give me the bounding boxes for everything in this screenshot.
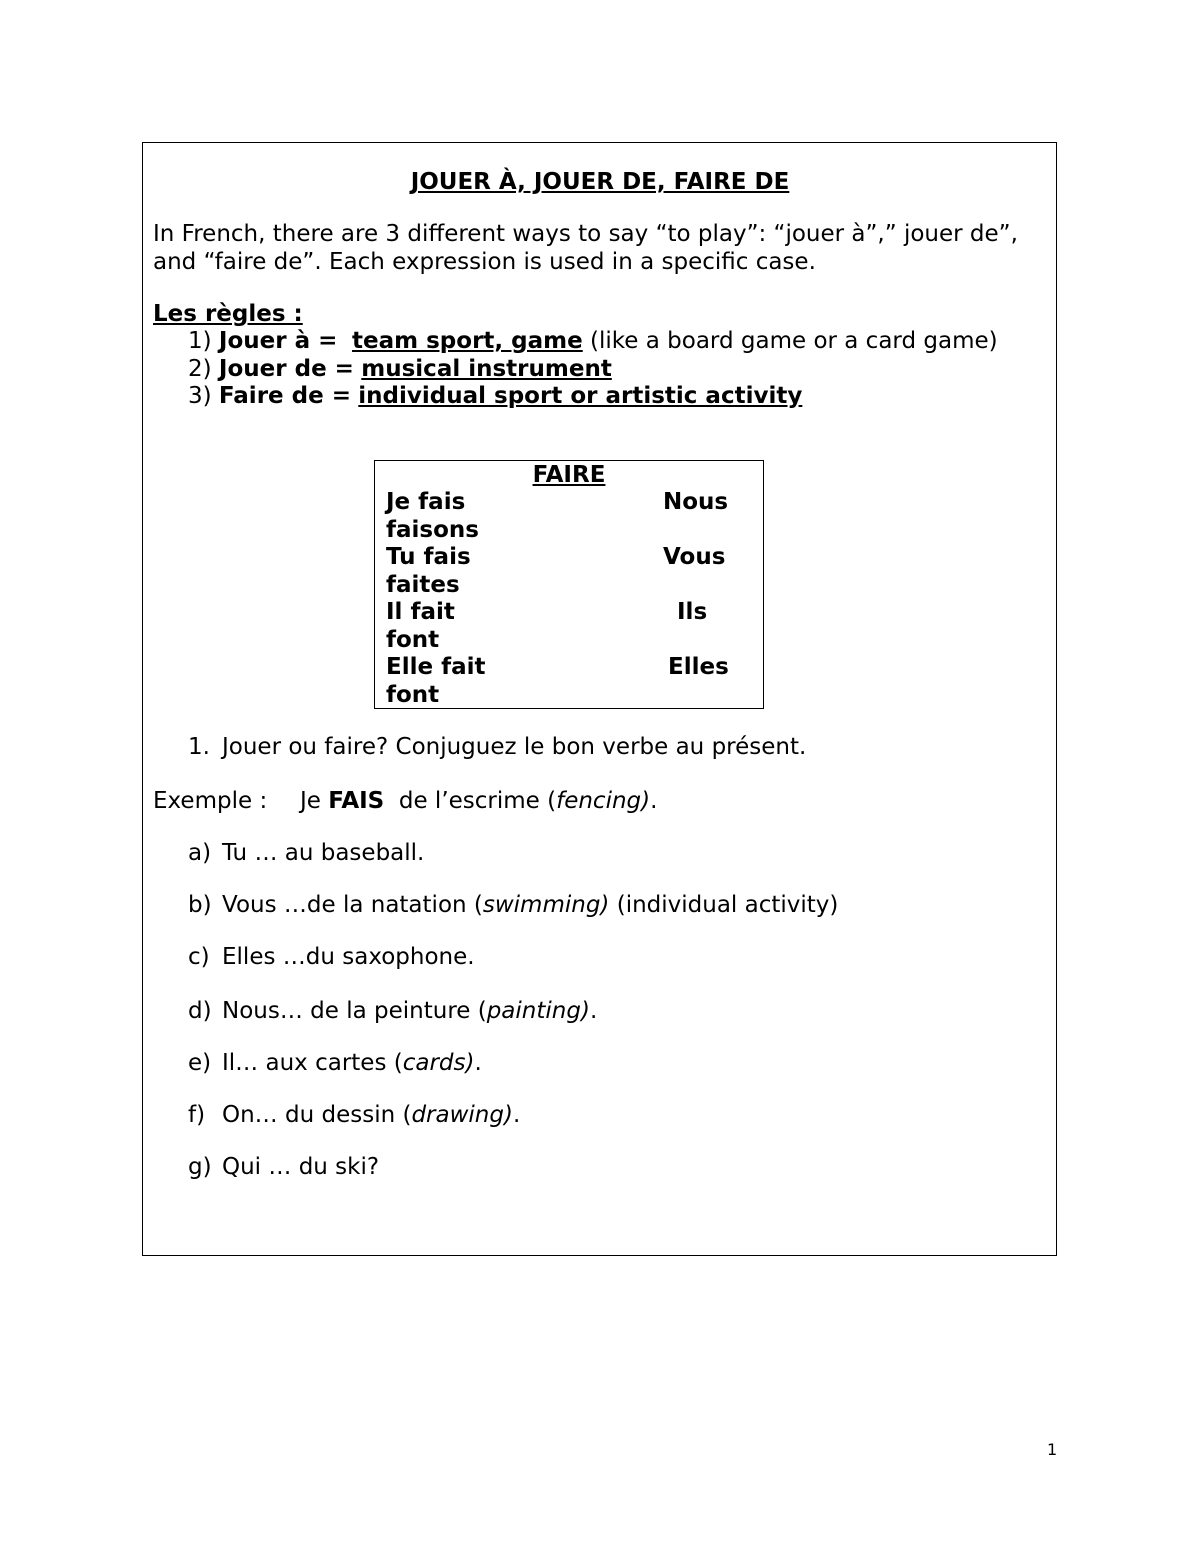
conjugation-left: Tu fais	[386, 544, 471, 570]
example-verb: FAIS	[328, 788, 385, 814]
item-text: Elles …du saxophone.	[222, 944, 475, 970]
conjugation-right: Vous	[663, 544, 726, 570]
example-pronoun: Je	[300, 788, 321, 814]
rule-note: (like a board game or a card game)	[582, 328, 998, 354]
exercise-letter: f)	[188, 1102, 206, 1128]
exercise-number: 1.	[188, 734, 210, 760]
item-gloss: painting)	[486, 998, 590, 1024]
conjugation-right: Ils	[677, 599, 708, 625]
item-text: Nous… de la peinture (	[222, 998, 487, 1024]
exercise-item	[222, 1153, 379, 1181]
exercise-item	[222, 839, 424, 867]
item-gloss: swimming)	[482, 892, 610, 918]
conjugation-left: Je fais	[386, 489, 466, 515]
rule-term: Faire de =	[218, 383, 351, 409]
example-rest: de l’escrime (	[398, 788, 557, 814]
rule-item	[188, 382, 802, 410]
rule-item	[188, 355, 612, 383]
item-text: Vous …de la natation (	[222, 892, 483, 918]
rule-meaning: musical instrument	[361, 356, 612, 382]
rule-term: Jouer de =	[218, 356, 354, 382]
exercise-instruction: Jouer ou faire? Conjuguez le bon verbe au présent.	[222, 734, 807, 760]
exercise-letter: a)	[188, 840, 212, 866]
conjugation-wrap: font	[386, 627, 440, 653]
exercise-letter: g)	[188, 1154, 212, 1180]
exercise-letter: b)	[188, 892, 212, 918]
exercise-item	[222, 1049, 482, 1077]
item-text: On… du dessin (	[222, 1102, 412, 1128]
example-label: Exemple :	[153, 788, 268, 814]
exercise-item	[222, 891, 838, 919]
page-number: 1	[1047, 1440, 1058, 1459]
intro-line-2: and “faire de”. Each expression is used in a specific case.	[153, 249, 816, 275]
example-end: .	[650, 788, 658, 814]
exercise-letter: e)	[188, 1050, 212, 1076]
conjugation-wrap: faites	[386, 572, 460, 598]
conjugation-right: Elles	[668, 654, 729, 680]
rule-term: Jouer à =	[218, 328, 338, 354]
rules-heading: Les règles :	[153, 301, 303, 327]
item-text: Qui … du ski?	[222, 1154, 380, 1180]
exercise-item	[222, 943, 475, 971]
page-title: JOUER À, JOUER DE, FAIRE DE	[410, 169, 790, 195]
item-after: .	[474, 1050, 482, 1076]
example-gloss: fencing)	[556, 788, 651, 814]
item-after: (individual activity)	[609, 892, 839, 918]
item-gloss: cards)	[402, 1050, 475, 1076]
example-sentence	[300, 787, 657, 815]
conjugation-left: Il fait	[386, 599, 455, 625]
item-after: .	[512, 1102, 521, 1128]
conjugation-left: Elle fait	[386, 654, 486, 680]
exercise-letter: d)	[188, 998, 212, 1024]
rule-meaning: team sport, game	[352, 328, 583, 354]
exercise-letter: c)	[188, 944, 210, 970]
item-text: Il… aux cartes (	[222, 1050, 403, 1076]
rule-number: 1)	[188, 328, 212, 354]
exercise-item	[222, 997, 597, 1025]
conjugation-verb: FAIRE	[532, 462, 606, 488]
rule-item	[188, 327, 998, 355]
item-text: Tu … au baseball.	[222, 840, 425, 866]
exercise-item	[222, 1101, 520, 1129]
rule-number: 3)	[188, 383, 212, 409]
intro-line-1: In French, there are 3 different ways to say “to play”: “jouer à”,” jouer de”,	[153, 221, 1018, 247]
conjugation-right: Nous	[663, 489, 729, 515]
conjugation-wrap: font	[386, 682, 440, 708]
rule-number: 2)	[188, 356, 212, 382]
item-after: .	[589, 998, 598, 1024]
item-gloss: drawing)	[411, 1102, 513, 1128]
rule-meaning: individual sport or artistic activity	[358, 383, 803, 409]
conjugation-wrap: faisons	[386, 517, 479, 543]
